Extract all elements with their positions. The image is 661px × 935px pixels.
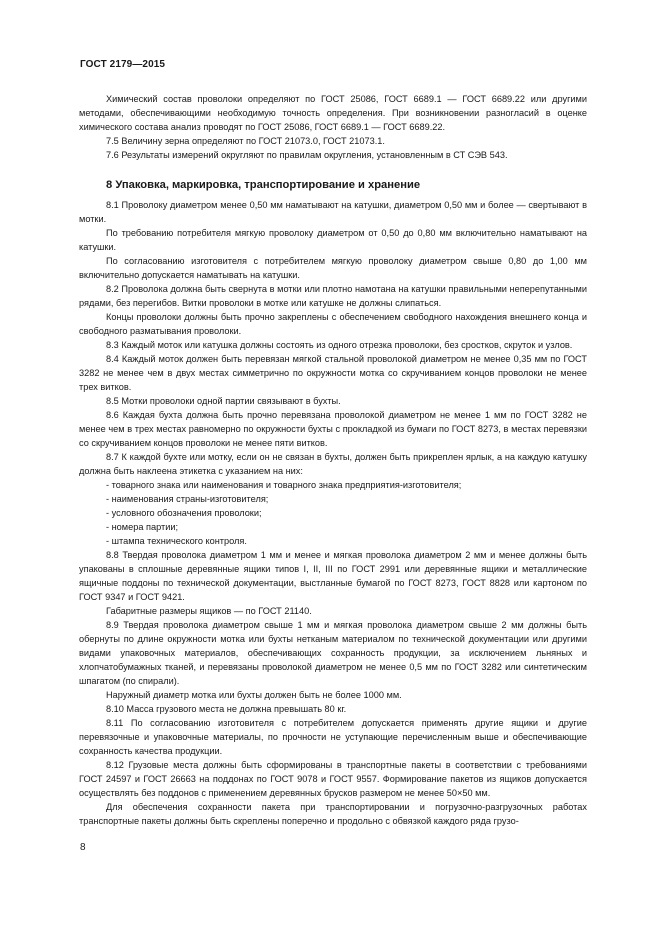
list-item: - штампа технического контроля. xyxy=(106,536,247,546)
paragraph: 8.11 По согласованию изготовителя с потребителем допускается применять другие ящики и другие перевязочные и упаковочные материалы, по прочности не уступающие перечисленным выше и обеспечивающие сохранность качества продукции. xyxy=(79,718,587,756)
page-number: 8 xyxy=(80,842,86,853)
paragraph: По требованию потребителя мягкую проволоку диаметром от 0,50 до 0,80 мм включительно наматывают на катушки. xyxy=(79,228,587,252)
paragraph: Химический состав проволоки определяют по ГОСТ 25086, ГОСТ 6689.1 — ГОСТ 6689.22 или другими методами, обеспечивающими необходимую точность определения. При возникновении разногласий в оценке химического состава анализ проводят по ГОСТ 25086, ГОСТ 6689.1 — ГОСТ 6689.22. xyxy=(79,94,587,132)
paragraph: 7.5 Величину зерна определяют по ГОСТ 21073.0, ГОСТ 21073.1. xyxy=(106,136,385,146)
paragraph: 7.6 Результаты измерений округляют по правилам округления, установленным в СТ СЭВ 543. xyxy=(106,150,508,160)
list-item: - номера партии; xyxy=(106,522,179,532)
paragraph: Концы проволоки должны быть прочно закреплены с обеспечением свободного нахождения внешнего конца и свободного разматывания проволоки. xyxy=(79,312,587,336)
list-item: - товарного знака или наименования и товарного знака предприятия-изготовителя; xyxy=(106,480,462,490)
paragraph: 8.12 Грузовые места должны быть сформированы в транспортные пакеты в соответствии с требованиями ГОСТ 24597 и ГОСТ 26663 на поддонах по ГОСТ 9078 и ГОСТ 9557. Формирование пакетов из ящиков допускается осуществлять без поддонов с применением деревянных брусков размером не менее 50×50 мм. xyxy=(79,760,587,798)
paragraph: 8.7 К каждой бухте или мотку, если он не связан в бухты, должен быть прикреплен ярлык, а на каждую катушку должна быть наклеена этикетка с указанием на них: xyxy=(79,452,587,476)
paragraph: 8.8 Твердая проволока диаметром 1 мм и менее и мягкая проволока диаметром 2 мм и менее должны быть упакованы в сплошные деревянные ящики типов I, II, III по ГОСТ 2991 или деревянные ящики и металлические ящичные поддоны по технической документации, выстланные бумагой по ГОСТ 8273, ГОСТ 8828 или картоном по ГОСТ 9347 и ГОСТ 9421. xyxy=(79,550,587,602)
paragraph: Для обеспечения сохранности пакета при транспортировании и погрузочно-разгрузочных работах транспортные пакеты должны быть скреплены поперечно и продольно с обвязкой каждого ряда грузо- xyxy=(79,802,587,826)
paragraph: 8.9 Твердая проволока диаметром свыше 1 мм и мягкая проволока диаметром свыше 2 мм должны быть обернуты по длине окружности мотка или бухты нетканым материалом по технической документации или другими видами упаковочных материалов, обеспечивающих сохранность продукции, за исключением льняных и хлопчатобумажных тканей, и перевязаны проволокой диаметром не менее 0,5 мм по ГОСТ 3282 или синтетическим шпагатом (по спирали). xyxy=(79,620,587,686)
document-header: ГОСТ 2179—2015 xyxy=(80,59,166,70)
paragraph: 8.2 Проволока должна быть свернута в мотки или плотно намотана на катушки правильными неперепутанными рядами, без перегибов. Витки проволоки в мотке или катушке не должны слипаться. xyxy=(79,284,587,308)
paragraph: 8.1 Проволоку диаметром менее 0,50 мм наматывают на катушки, диаметром 0,50 мм и более — свертывают в мотки. xyxy=(79,200,587,224)
paragraph: Наружный диаметр мотка или бухты должен быть не более 1000 мм. xyxy=(106,690,402,700)
paragraph: 8.5 Мотки проволоки одной партии связывают в бухты. xyxy=(106,396,341,406)
section-title: 8 Упаковка, маркировка, транспортирование и хранение xyxy=(106,179,421,191)
paragraph: 8.6 Каждая бухта должна быть прочно перевязана проволокой диаметром не менее 1 мм по ГОСТ 3282 не менее чем в трех местах равномерно по окружности бухты с прокладкой из бумаги по ГОСТ 8273, в местах перевязки со скручиванием концов проволоки не менее пяти витков. xyxy=(79,410,587,448)
paragraph: 8.4 Каждый моток должен быть перевязан мягкой стальной проволокой диаметром не менее 0,35 мм по ГОСТ 3282 не менее чем в двух местах симметрично по окружности мотка со скручиванием концов проволоки не менее трех витков. xyxy=(79,354,587,392)
paragraph: Габаритные размеры ящиков — по ГОСТ 21140. xyxy=(106,606,312,616)
list-item: - условного обозначения проволоки; xyxy=(106,508,262,518)
paragraph: 8.3 Каждый моток или катушка должны состоять из одного отрезка проволоки, без сростков, скруток и узлов. xyxy=(106,340,573,350)
paragraph: По согласованию изготовителя с потребителем мягкую проволоку диаметром свыше 0,80 до 1,00 мм включительно допускается наматывать на катушки. xyxy=(79,256,587,280)
paragraph: 8.10 Масса грузового места не должна превышать 80 кг. xyxy=(106,704,347,714)
list-item: - наименования страны-изготовителя; xyxy=(106,494,269,504)
document-body xyxy=(79,92,587,828)
